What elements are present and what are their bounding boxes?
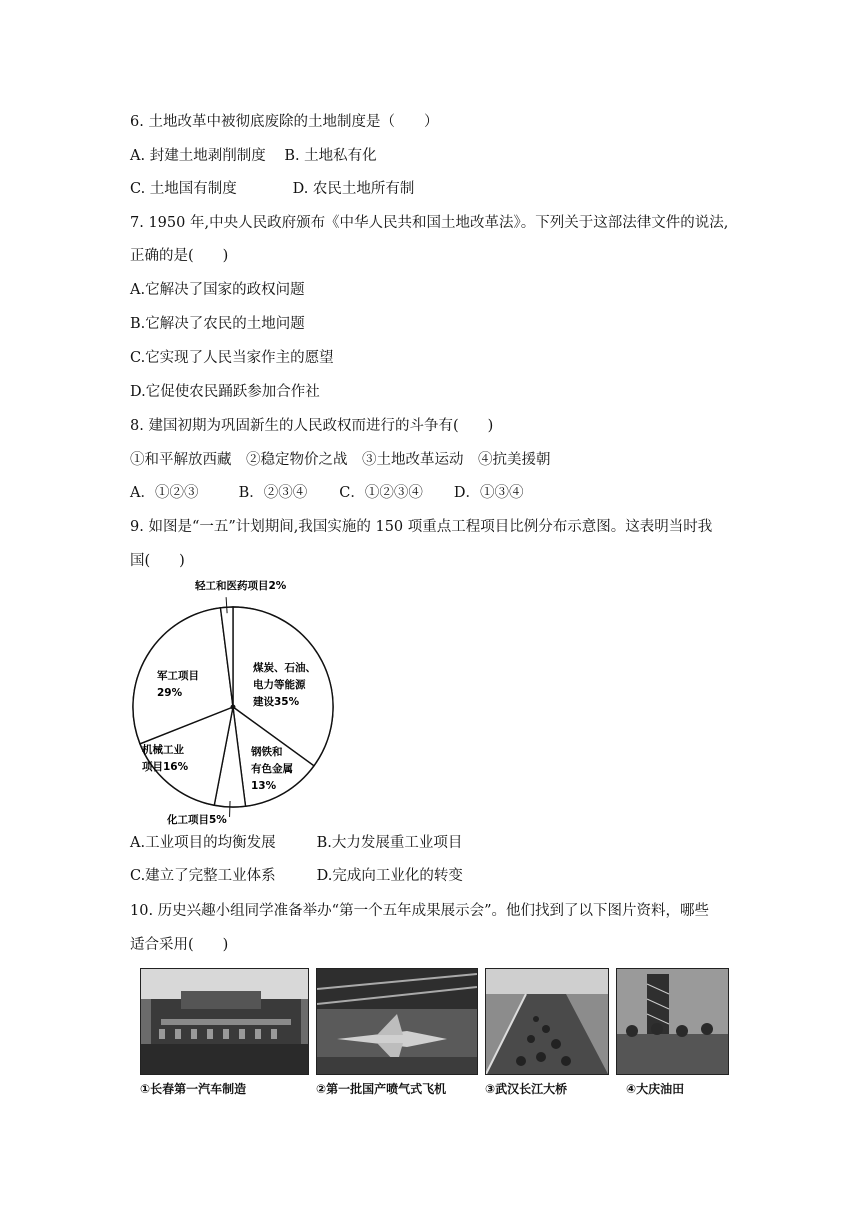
- pie-label-2: 钢铁和有色金属 13%: [251, 746, 293, 792]
- q9-options-row1: [130, 833, 462, 853]
- photo-changchun-auto-plant: [140, 968, 309, 1075]
- q6-option-b: B. 土地私有化: [284, 148, 377, 164]
- pie-leader-3: [230, 801, 231, 817]
- q9-stem-line2: 国( ): [130, 553, 185, 569]
- q9-option-b: B.大力发展重工业项目: [316, 835, 463, 851]
- q8-option-b: B．②③④: [238, 485, 308, 501]
- q8-option-c: C．①②③④: [339, 485, 423, 501]
- q6-stem: 6. 土地改革中被彻底废除的土地制度是（ ）: [130, 114, 439, 130]
- q6-option-d: D. 农民土地所有制: [292, 181, 415, 197]
- q6-options-row1: [130, 146, 377, 166]
- photo-3-caption: ③武汉长江大桥: [485, 1082, 568, 1096]
- q8-items: ①和平解放西藏 ②稳定物价之战 ③土地改革运动 ④抗美援朝: [130, 452, 551, 468]
- q7-option-a: A.它解决了国家的政权问题: [130, 282, 305, 298]
- photo-4-image: [617, 969, 728, 1074]
- photo-row: [138, 968, 730, 1103]
- q9-options-row2: [130, 866, 463, 886]
- pie-label-1: 煤炭、石油、电力等能源建设35%: [253, 662, 316, 708]
- photo-1-image: [141, 969, 308, 1074]
- q9-option-d: D.完成向工业化的转变: [316, 868, 463, 884]
- pie-chart: [125, 575, 335, 830]
- q8-options: [130, 483, 523, 503]
- q7-option-b: B.它解决了农民的土地问题: [130, 316, 305, 332]
- q7-option-d: D.它促使农民踊跃参加合作社: [130, 384, 320, 400]
- q8-option-d: D．①③④: [453, 485, 524, 501]
- photo-1-caption: ①长春第一汽车制造: [140, 1082, 247, 1096]
- pie-label-5: 军工项目 29%: [157, 670, 199, 699]
- photo-2-caption: ②第一批国产喷气式飞机: [316, 1082, 447, 1096]
- pie-center: [231, 705, 236, 710]
- q9-option-a: A.工业项目的均衡发展: [130, 835, 276, 851]
- q9-option-c: C.建立了完整工业体系: [130, 868, 276, 884]
- q6-option-a: A. 封建土地剥削制度: [130, 148, 266, 164]
- pie-label-6: 轻工和医药项目2%: [195, 580, 287, 592]
- q10-stem-line1: 10. 历史兴趣小组同学准备举办“第一个五年成果展示会”。他们找到了以下图片资料，哪些: [130, 903, 709, 919]
- pie-label-3: 化工项目5%: [167, 814, 227, 826]
- photo-4-caption: ④大庆油田: [626, 1082, 685, 1096]
- photo-yangtze-bridge: [485, 968, 609, 1075]
- q7-option-c: C.它实现了人民当家作主的愿望: [130, 350, 334, 366]
- q6-option-c: C. 土地国有制度: [130, 181, 237, 197]
- q7-stem-line2: 正确的是( ): [130, 248, 229, 264]
- q9-stem-line1: 9. 如图是“一五”计划期间,我国实施的 150 项重点工程项目比例分布示意图。这表明当时我: [130, 519, 713, 535]
- photo-jet-aircraft: [316, 968, 478, 1075]
- photo-daqing-oilfield: [616, 968, 729, 1075]
- photo-2-image: [317, 969, 477, 1074]
- pie-label-4: 机械工业项目16%: [142, 744, 189, 773]
- q8-stem: 8. 建国初期为巩固新生的人民政权而进行的斗争有( ): [130, 418, 494, 434]
- q10-stem-line2: 适合采用( ): [130, 937, 229, 953]
- q7-stem-line1: 7. 1950 年,中央人民政府颁布《中华人民共和国土地改革法》。下列关于这部法律文件的说法,: [130, 215, 729, 231]
- q6-options-row2: [130, 179, 414, 199]
- q8-option-a: A．①②③: [130, 485, 199, 501]
- photo-3-image: [486, 969, 608, 1074]
